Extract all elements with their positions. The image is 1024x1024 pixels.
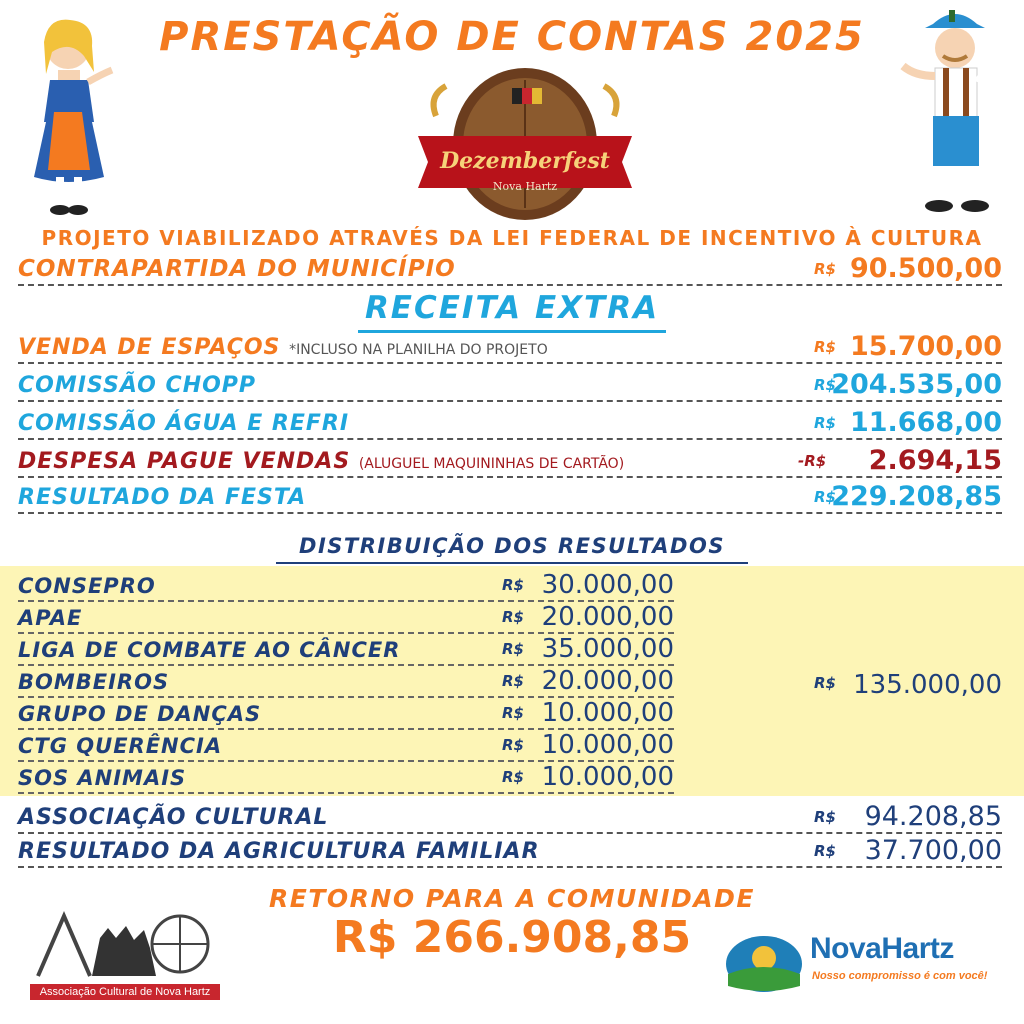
distribuicao-row-amount: 20.000,00: [541, 666, 674, 696]
distribuicao-row: [18, 632, 674, 666]
assoc-cultural-logo: [30, 908, 220, 996]
extra-row-amount: 94.208,85: [864, 801, 1002, 832]
extra-row-associacao: [18, 798, 1002, 834]
receita-row-currency: -R$: [798, 452, 827, 470]
receita-row-agua: [18, 404, 1002, 440]
distribuicao-row-currency: R$: [502, 704, 524, 722]
contrapartida-row: [18, 250, 1002, 286]
extra-row-label: ASSOCIAÇÃO CULTURAL: [18, 805, 329, 830]
nova-hartz-logo: [724, 930, 1014, 994]
distribuicao-row-label: APAE: [18, 606, 83, 630]
distribuicao-row-currency: R$: [502, 576, 524, 594]
receita-row-label: COMISSÃO CHOPP: [18, 373, 257, 398]
distribuicao-row-currency: R$: [502, 672, 524, 690]
distribuicao-row-amount: 10.000,00: [541, 762, 674, 792]
extra-row-agricultura: [18, 832, 1002, 868]
distribuicao-row-amount: 10.000,00: [541, 730, 674, 760]
receita-row-note: *INCLUSO NA PLANILHA DO PROJETO: [289, 342, 548, 358]
distribuicao-row-amount: 10.000,00: [541, 698, 674, 728]
extra-row-amount: 37.700,00: [864, 835, 1002, 866]
extra-row-currency: R$: [814, 808, 836, 826]
contrapartida-currency: R$: [814, 260, 836, 278]
retorno-heading: RETORNO PARA A COMUNIDADE: [269, 884, 755, 913]
distribuicao-row-currency: R$: [502, 640, 524, 658]
receita-row-amount: 229.208,85: [831, 481, 1002, 512]
assoc-cultural-logo-text: Associação Cultural de Nova Hartz: [30, 984, 220, 1000]
receita-row-label: DESPESA PAGUE VENDAS (ALUGUEL MAQUININHAS DE CARTÃO): [18, 449, 625, 474]
distribuicao-heading: DISTRIBUIÇÃO DOS RESULTADOS: [276, 534, 748, 564]
receita-row-amount: 204.535,00: [831, 369, 1002, 400]
distribuicao-row-label: SOS ANIMAIS: [18, 766, 187, 790]
distribuicao-row: [18, 664, 674, 698]
receita-row-label: COMISSÃO ÁGUA E REFRI: [18, 411, 349, 436]
distribuicao-total-currency: R$: [814, 674, 836, 692]
distribuicao-row-amount: 30.000,00: [541, 570, 674, 600]
barrel-logo-text: Dezemberfest: [440, 148, 610, 174]
distribuicao-row: [18, 568, 674, 602]
distribuicao-row: [18, 600, 674, 634]
distribuicao-row: [18, 696, 674, 730]
assoc-cultural-logo-graphic: [30, 908, 220, 978]
distribuicao-row: [18, 728, 674, 762]
receita-row-currency: R$: [814, 338, 836, 356]
receita-row-currency: R$: [814, 376, 836, 394]
project-subtitle: PROJETO VIABILIZADO ATRAVÉS DA LEI FEDERAL DE INCENTIVO À CULTURA: [41, 226, 983, 250]
barrel-logo: [418, 66, 632, 226]
receita-row-label: VENDA DE ESPAÇOS *INCLUSO NA PLANILHA DO PROJETO: [18, 335, 548, 360]
receita-row-amount: 15.700,00: [849, 331, 1002, 362]
receita-row-chopp: [18, 366, 1002, 402]
receita-row-note: (ALUGUEL MAQUININHAS DE CARTÃO): [358, 456, 625, 472]
extra-row-currency: R$: [814, 842, 836, 860]
receita-row-currency: R$: [814, 414, 836, 432]
distribuicao-row-currency: R$: [502, 608, 524, 626]
contrapartida-amount: 90.500,00: [849, 253, 1002, 284]
distribuicao-row-amount: 20.000,00: [541, 602, 674, 632]
distribuicao-row-label: LIGA DE COMBATE AO CÂNCER: [18, 638, 401, 662]
barrel-logo-subtext: Nova Hartz: [492, 180, 558, 193]
receita-row-venda: [18, 328, 1002, 364]
retorno-amount: R$ 266.908,85: [332, 912, 692, 963]
contrapartida-label: CONTRAPARTIDA DO MUNICÍPIO: [18, 256, 456, 282]
receita-row-currency: R$: [814, 488, 836, 506]
distribuicao-row-label: CTG QUERÊNCIA: [18, 734, 223, 758]
nova-hartz-emblem: [724, 930, 804, 994]
distribuicao-row-amount: 35.000,00: [541, 634, 674, 664]
receita-row-resultado: [18, 478, 1002, 514]
distribuicao-row: [18, 760, 674, 794]
receita-row-amount: 11.668,00: [849, 407, 1002, 438]
receita-extra-heading: RECEITA EXTRA: [358, 290, 666, 333]
distribuicao-row-currency: R$: [502, 768, 524, 786]
page-title: PRESTAÇÃO DE CONTAS 2025: [159, 14, 865, 60]
nova-hartz-logo-slogan: Nosso compromisso é com você!: [812, 970, 988, 982]
distribuicao-row-label: CONSEPRO: [18, 574, 156, 598]
extra-row-label: RESULTADO DA AGRICULTURA FAMILIAR: [18, 839, 540, 864]
receita-row-label: RESULTADO DA FESTA: [18, 485, 307, 510]
distribuicao-row-currency: R$: [502, 736, 524, 754]
distribuicao-total-amount: 135.000,00: [853, 670, 1002, 700]
receita-row-despesa: [18, 442, 1002, 478]
nova-hartz-logo-name: NovaHartz: [810, 932, 954, 965]
distribuicao-row-label: BOMBEIROS: [18, 670, 170, 694]
distribuicao-row-label: GRUPO DE DANÇAS: [18, 702, 262, 726]
receita-row-amount: 2.694,15: [868, 445, 1002, 476]
